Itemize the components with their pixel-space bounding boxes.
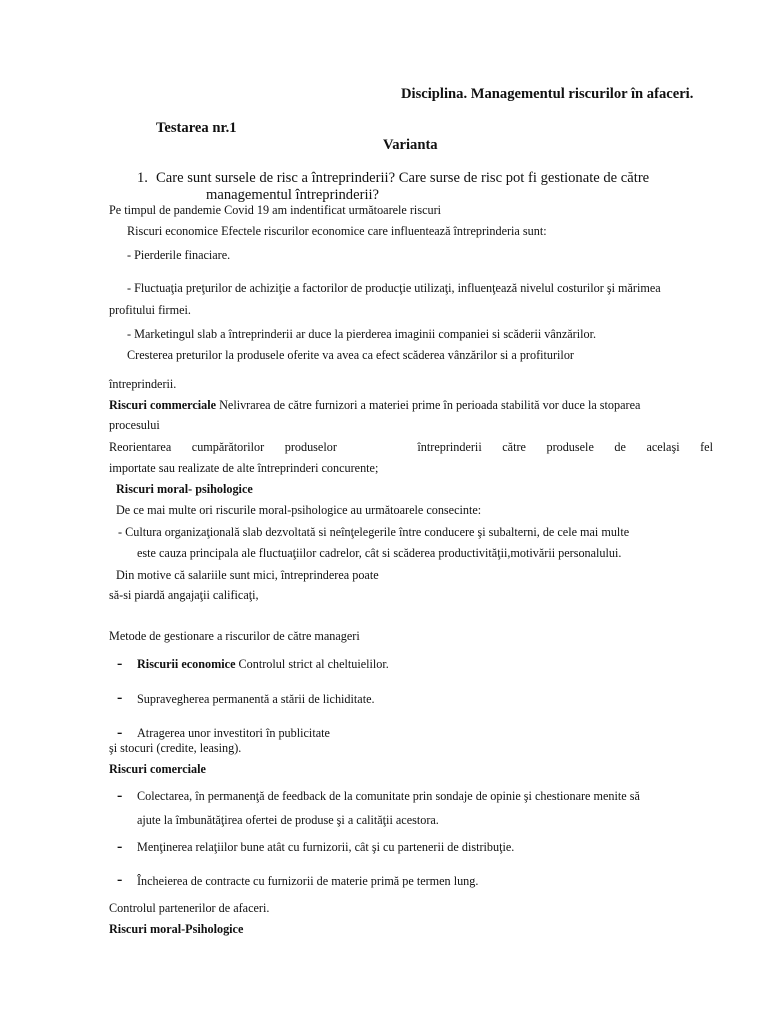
word: fel <box>700 440 713 454</box>
econ-item-1: - Pierderile finaciare. <box>127 248 231 262</box>
word: către <box>502 440 526 454</box>
econ-item-3: - Marketingul slab a întreprinderii ar duce la pierderea imaginii companiei si scăderii vânzărilor. <box>127 327 597 341</box>
word: întreprinderii <box>417 440 482 454</box>
dash-bullet: - <box>117 838 123 855</box>
price-line-2: întreprinderii. <box>109 377 177 391</box>
commercial-methods-label: Riscuri comerciale <box>109 762 206 776</box>
word: produsele <box>546 440 594 454</box>
dash-bullet: - <box>117 655 123 672</box>
moral-label: Riscuri moral- psihologice <box>116 482 253 496</box>
commercial-paragraph <box>109 398 640 413</box>
dash-bullet: - <box>117 689 123 706</box>
word: de <box>614 440 626 454</box>
method-econ-1 <box>137 657 389 672</box>
dash-bullet: - <box>117 787 123 804</box>
question-line-2: managementul întreprinderii? <box>206 187 380 203</box>
comm-method-2: Menţinerea relaţiilor bune atât cu furnizorii, cât şi cu partenerii de distribuţie. <box>137 840 515 854</box>
econ-item-2-line-2: profitului firmei. <box>109 303 191 317</box>
word: produselor <box>284 440 337 454</box>
salary-line-1: Din motive că salariile sunt mici, întreprinderea poate <box>116 568 379 582</box>
comm-method-1-line-2: ajute la îmbunătăţirea ofertei de produse şi a calităţii acestora. <box>137 813 439 827</box>
word: cumpărătorilor <box>191 440 265 454</box>
word: acelaşi <box>646 440 680 454</box>
moral-item-line-1: - Cultura organizaţională slab dezvoltată si neînţelegerile între conducere şi subalterni, de cele mai multe <box>118 525 630 539</box>
comm-method-3: Încheierea de contracte cu furnizorii de materie primă pe termen lung. <box>137 874 479 888</box>
price-line-1: Cresterea preturilor la produsele oferite va avea ca efect scăderea vânzărilor si a profiturilor <box>127 348 574 362</box>
econ-intro: Riscuri economice Efectele riscurilor economice care influentează întreprinderia sunt: <box>127 224 547 238</box>
salary-line-2: să-si piardă angajaţii calificaţi, <box>109 588 259 602</box>
moral-methods-label: Riscuri moral-Psihologice <box>109 922 244 936</box>
commercial-line-2: procesului <box>109 418 160 432</box>
intro-text: Pe timpul de pandemie Covid 19 am indentificat următoarele riscuri <box>109 203 442 217</box>
econ-method-3-cont: şi stocuri (credite, leasing). <box>109 741 242 755</box>
commercial-line-1: Nelivrarea de către furnizori a materiei prime în perioada stabilită vor duce la stoparea <box>219 398 641 412</box>
moral-item-line-2: este cauza principala ale fluctuaţiilor cadrelor, cât si scăderea productivităţii,motivării personalului. <box>137 546 622 560</box>
econ-method-3: Atragerea unor investitori în publicitate <box>137 726 330 740</box>
moral-intro: De ce mai multe ori riscurile moral-psihologice au următoarele consecinte: <box>116 503 482 517</box>
comm-method-1-line-1: Colectarea, în permanenţă de feedback de la comunitate prin sondaje de opinie şi chestionare menite să <box>137 789 640 803</box>
reorient-line-1 <box>109 440 713 455</box>
question-line-1: Care sunt sursele de risc a întreprinderii? Care surse de risc pot fi gestionate de către <box>156 170 650 186</box>
discipline-title: Disciplina. Managementul riscurilor în afaceri. <box>401 86 694 102</box>
commercial-label: Riscuri commerciale <box>109 398 217 412</box>
word: Reorientarea <box>109 440 172 454</box>
variant-title: Varianta <box>383 137 438 153</box>
question-number: 1. <box>137 170 148 186</box>
econ-method-1-text: Controlul strict al cheltuielilor. <box>238 657 389 671</box>
test-title: Testarea nr.1 <box>156 120 237 136</box>
dash-bullet: - <box>117 724 123 741</box>
methods-title: Metode de gestionare a riscurilor de către manageri <box>109 629 360 643</box>
reorient-line-2: importate sau realizate de alte întreprinderi concurente; <box>109 461 379 475</box>
dash-bullet: - <box>117 871 123 888</box>
econ-item-2-line-1: - Fluctuaţia preţurilor de achiziţie a factorilor de producţie utilizaţi, influenţează nivelul costurilor şi mărimea <box>127 281 661 295</box>
econ-methods-label: Riscurii economice <box>137 657 236 671</box>
partners-control: Controlul partenerilor de afaceri. <box>109 901 270 915</box>
econ-method-2: Supravegherea permanentă a stării de lichiditate. <box>137 692 375 706</box>
